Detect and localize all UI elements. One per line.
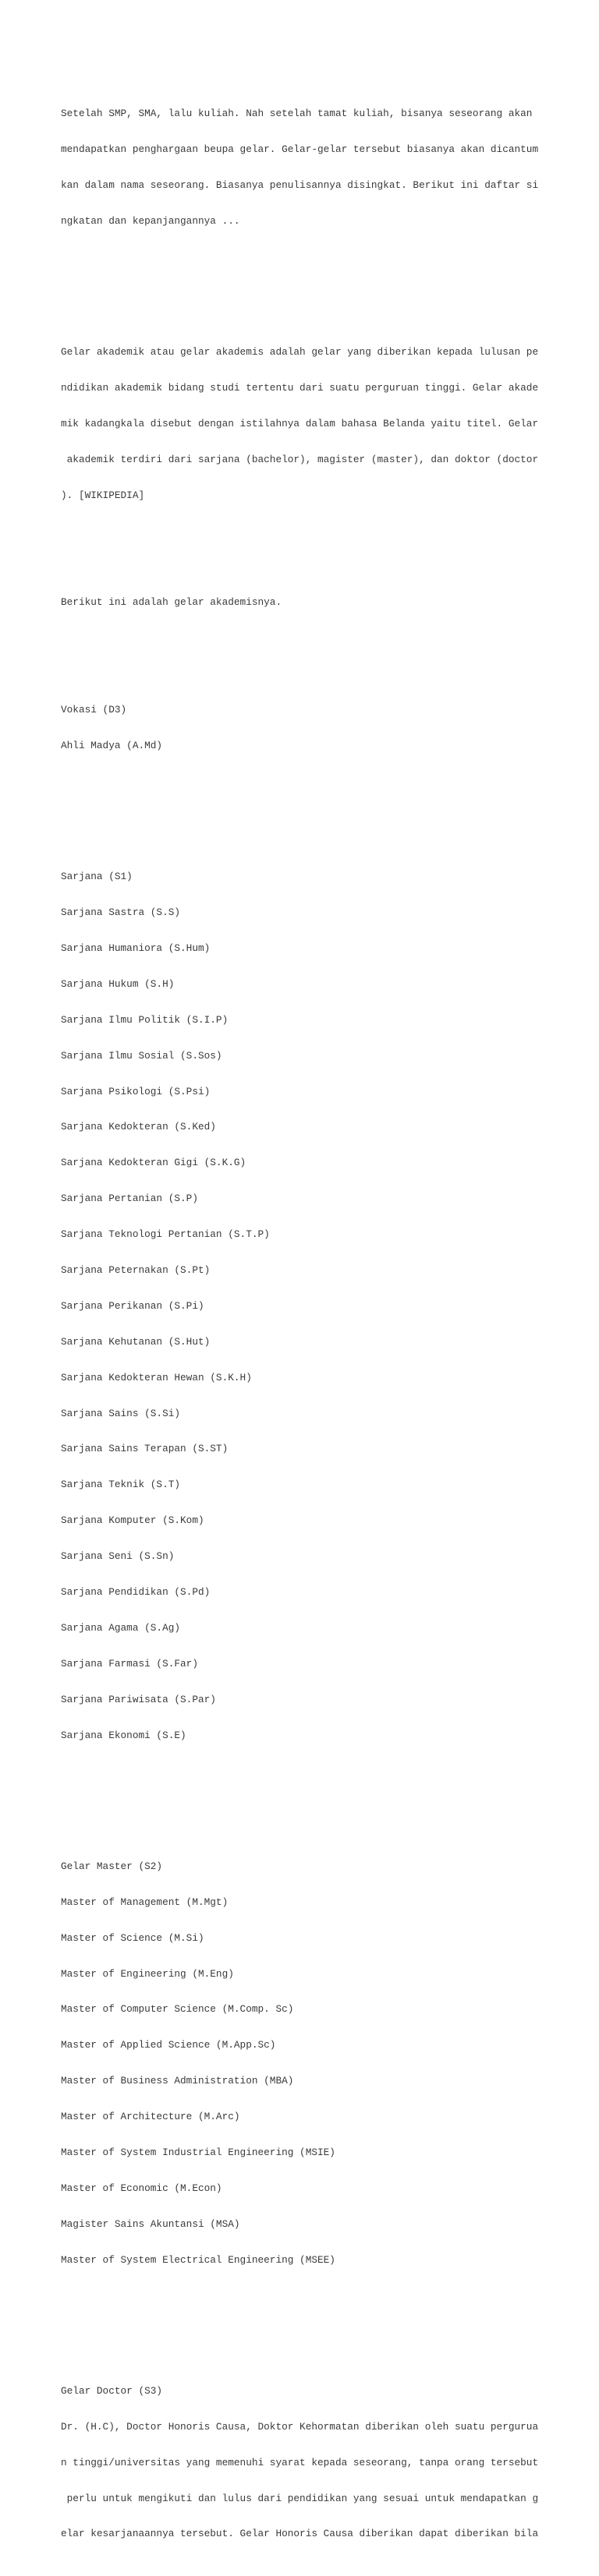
list-item: Master of Architecture (M.Arc) bbox=[61, 2111, 240, 2123]
list-item: Sarjana Peternakan (S.Pt) bbox=[61, 1263, 211, 1276]
list-item: Master of Management (M.Mgt) bbox=[61, 1896, 229, 1908]
list-item: Sarjana Pendidikan (S.Pd) bbox=[61, 1586, 211, 1598]
list-item: Sarjana Teknik (S.T) bbox=[61, 1479, 181, 1491]
list-item: Magister Sains Akuntansi (MSA) bbox=[61, 2217, 240, 2230]
list-item: Sarjana Teknologi Pertanian (S.T.P) bbox=[61, 1228, 270, 1241]
list-item: Sarjana Kedokteran (S.Ked) bbox=[61, 1121, 216, 1133]
text-line: mendapatkan penghargaan beupa gelar. Gelar-gelar tersebut biasanya akan dicantum bbox=[61, 143, 539, 156]
list-item: Sarjana Psikologi (S.Psi) bbox=[61, 1085, 211, 1097]
blank-line bbox=[61, 2313, 591, 2325]
list-item: Master of Business Administration (MBA) bbox=[61, 2075, 294, 2087]
list-item: Sarjana Ilmu Politik (S.I.P) bbox=[61, 1013, 229, 1026]
blank-line bbox=[61, 549, 591, 560]
list-item: Master of System Electrical Engineering (MSEE) bbox=[61, 2253, 335, 2266]
list-item: Sarjana Agama (S.Ag) bbox=[61, 1621, 181, 1634]
lead-in-text: Berikut ini adalah gelar akademisnya. bbox=[61, 596, 282, 609]
list-item: Sarjana Kedokteran Hewan (S.K.H) bbox=[61, 1371, 252, 1383]
text-line: Setelah SMP, SMA, lalu kuliah. Nah setelah tamat kuliah, bisanya seseorang akan bbox=[61, 108, 533, 120]
list-item: Master of Applied Science (M.App.Sc) bbox=[61, 2039, 276, 2051]
section-heading: Gelar Master (S2) bbox=[61, 1860, 163, 1872]
text-line: ndidikan akademik bidang studi tertentu dari suatu perguruan tinggi. Gelar akade bbox=[61, 382, 539, 394]
text-line: kan dalam nama seseorang. Biasanya penulisannya disingkat. Berikut ini daftar si bbox=[61, 178, 539, 191]
section-heading: Sarjana (S1) bbox=[61, 871, 133, 883]
list-item: Sarjana Sastra (S.S) bbox=[61, 906, 181, 919]
text-line: akademik terdiri dari sarjana (bachelor), magister (master), dan doktor (doctor bbox=[61, 453, 539, 465]
list-item: Master of Science (M.Si) bbox=[61, 1931, 204, 1944]
list-item: Ahli Madya (A.Md) bbox=[61, 739, 163, 751]
text-line: perlu untuk mengikuti dan lulus dari pendidikan yang sesuai untuk mendapatkan g bbox=[61, 2492, 539, 2504]
list-item: Sarjana Kedokteran Gigi (S.K.G) bbox=[61, 1157, 246, 1169]
text-line: mik kadangkala disebut dengan istilahnya dalam bahasa Belanda yaitu titel. Gelar bbox=[61, 417, 539, 429]
document-page bbox=[61, 60, 591, 2576]
section-doctor bbox=[61, 2361, 591, 2564]
list-item: Master of Engineering (M.Eng) bbox=[61, 1967, 234, 1980]
section-master bbox=[61, 1836, 591, 2289]
blank-line bbox=[61, 1789, 591, 1800]
list-item: Sarjana Pertanian (S.P) bbox=[61, 1193, 198, 1205]
list-item: Sarjana Seni (S.Sn) bbox=[61, 1550, 175, 1563]
blank-line bbox=[61, 274, 591, 286]
list-item: Sarjana Farmasi (S.Far) bbox=[61, 1657, 198, 1670]
list-item: Sarjana Sains (S.Si) bbox=[61, 1407, 181, 1419]
list-item: Sarjana Ilmu Sosial (S.Sos) bbox=[61, 1049, 222, 1062]
list-item: Sarjana Sains Terapan (S.ST) bbox=[61, 1443, 229, 1455]
list-item: Sarjana Kehutanan (S.Hut) bbox=[61, 1335, 211, 1348]
blank-line bbox=[61, 632, 591, 644]
text-line: ngkatan dan kepanjangannya ... bbox=[61, 214, 240, 227]
list-item: Master of Computer Science (M.Comp. Sc) bbox=[61, 2003, 294, 2016]
text-line: n tinggi/universitas yang memenuhi syarat kepada seseorang, tanpa orang tersebut bbox=[61, 2456, 539, 2468]
text-line: Dr. (H.C), Doctor Honoris Causa, Doktor Kehormatan diberikan oleh suatu pergurua bbox=[61, 2420, 539, 2433]
list-item: Sarjana Ekonomi (S.E) bbox=[61, 1729, 186, 1741]
list-item: Sarjana Perikanan (S.Pi) bbox=[61, 1299, 204, 1312]
intro-paragraph bbox=[61, 84, 591, 251]
blank-line bbox=[61, 799, 591, 811]
section-sarjana bbox=[61, 847, 591, 1765]
list-item: Sarjana Hukum (S.H) bbox=[61, 977, 175, 990]
text-line: ). [WIKIPEDIA] bbox=[61, 489, 145, 501]
text-line: elar kesarjanaannya tersebut. Gelar Honoris Causa diberikan dapat diberikan bila bbox=[61, 2528, 539, 2540]
section-heading: Vokasi (D3) bbox=[61, 704, 127, 716]
section-heading: Gelar Doctor (S3) bbox=[61, 2384, 163, 2397]
list-item: Sarjana Pariwisata (S.Par) bbox=[61, 1693, 216, 1705]
text-line: Gelar akademik atau gelar akademis adalah gelar yang diberikan kepada lulusan pe bbox=[61, 346, 539, 359]
list-item: Master of Economic (M.Econ) bbox=[61, 2182, 222, 2194]
list-item: Sarjana Komputer (S.Kom) bbox=[61, 1514, 204, 1527]
definition-paragraph bbox=[61, 323, 591, 525]
list-item: Master of System Industrial Engineering (MSIE) bbox=[61, 2146, 335, 2158]
section-vokasi bbox=[61, 680, 591, 775]
list-item: Sarjana Humaniora (S.Hum) bbox=[61, 942, 211, 954]
